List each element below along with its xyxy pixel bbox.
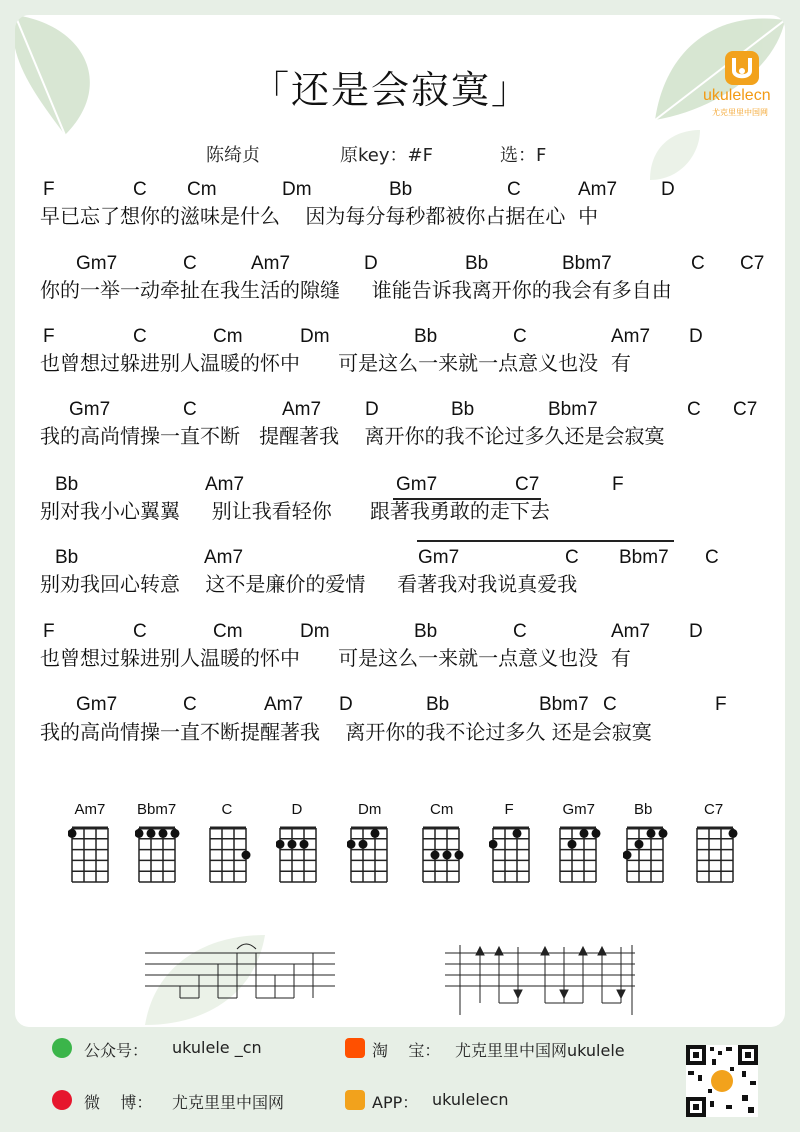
chord-label: D [661, 179, 675, 200]
chord-label: Dm [300, 621, 330, 642]
wechat-icon [52, 1038, 72, 1058]
chord-label: Bbm7 [619, 547, 669, 568]
logo-text: ukulelecn [703, 87, 771, 104]
chord-label: F [43, 621, 55, 642]
finger-dot [359, 840, 368, 849]
chord-label: Am7 [251, 253, 291, 274]
song-title: 「还是会寂寞」 [251, 68, 532, 112]
chord-label: C [691, 253, 705, 274]
chord-fretboard [347, 825, 393, 887]
chord-label: Cm [213, 326, 243, 347]
weibo-icon [52, 1090, 72, 1110]
chord-fretboard [206, 825, 252, 887]
chord-label: Gm7 [76, 694, 118, 715]
finger-dot [513, 829, 522, 838]
chord-label: Bb [55, 547, 79, 568]
chord-label: Cm [187, 179, 217, 200]
finger-dot [431, 851, 440, 860]
chord-label: F [715, 694, 727, 715]
chord-label: C [133, 326, 147, 347]
chord-label: C [565, 547, 579, 568]
chord-label: C [183, 399, 197, 420]
chord-label: Gm7 [69, 399, 111, 420]
finger-dot [159, 829, 168, 838]
chord-fretboard [419, 825, 465, 887]
finger-dot [580, 829, 589, 838]
app-name[interactable]: ukulelecn [432, 1090, 509, 1109]
chord-label: Gm7 [418, 547, 460, 568]
logo-subtext: 尤克里里中国网 [712, 108, 768, 117]
app-label: APP： [372, 1093, 419, 1112]
chord-label: C [507, 179, 521, 200]
chord-label: C7 [515, 474, 540, 495]
finger-dot [659, 829, 668, 838]
chord-label: Am7 [205, 474, 245, 495]
leaf-decoration-mid [645, 125, 705, 185]
leaf-decoration-top-right [625, 15, 785, 140]
chord-diagram-name: Cm [430, 801, 454, 818]
chord-fretboard [68, 825, 114, 887]
finger-dot [568, 840, 577, 849]
taobao-icon [345, 1038, 365, 1058]
chord-label: Am7 [264, 694, 304, 715]
lyric-line: 也曾想过躲进别人温暖的怀中 可是这么一来就一点意义也没 有 [40, 646, 631, 670]
footer [0, 1030, 800, 1132]
leaf-decoration-top-left [15, 15, 125, 145]
chord-label: Bb [414, 621, 438, 642]
chord-label: Am7 [204, 547, 244, 568]
chord-label: D [689, 326, 703, 347]
artist-name: 陈绮贞 [206, 145, 260, 166]
chord-label: Am7 [611, 621, 651, 642]
weibo-account[interactable]: 尤克里里中国网 [172, 1093, 285, 1112]
finger-dot [347, 840, 356, 849]
finger-dot [68, 829, 77, 838]
selected-key: 选：F [500, 145, 547, 166]
chord-label: Bb [389, 179, 413, 200]
song-sheet [15, 15, 785, 1027]
chord-diagram-name: Gm7 [562, 801, 596, 818]
finger-dot [623, 851, 632, 860]
chord-diagram-name: Bbm7 [137, 801, 177, 818]
chord-fretboard [693, 825, 739, 887]
finger-dot [135, 829, 144, 838]
chord-diagram-name: F [504, 801, 514, 818]
finger-dot [276, 840, 285, 849]
finger-dot [147, 829, 156, 838]
finger-dot [242, 851, 251, 860]
finger-dot [489, 840, 498, 849]
chord-diagram-name: Bb [634, 801, 653, 818]
chord-label: Bbm7 [539, 694, 589, 715]
lyric-line: 也曾想过躲进别人温暖的怀中 可是这么一来就一点意义也没 有 [40, 351, 631, 375]
lyric-line: 我的高尚情操一直不断 提醒著我 离开你的我不论过多久还是会寂寞 [40, 424, 665, 448]
chord-label: Bb [426, 694, 450, 715]
lyric-line: 我的高尚情操一直不断提醒著我 离开你的我不论过多久 还是会寂寞 [40, 720, 652, 744]
chord-label: C [705, 547, 719, 568]
chord-fretboard [135, 825, 181, 887]
chord-label: Cm [213, 621, 243, 642]
chord-label: Dm [282, 179, 312, 200]
finger-dot [171, 829, 180, 838]
fingerpicking-pattern [145, 935, 345, 1015]
finger-dot [455, 851, 464, 860]
chord-label: C [183, 253, 197, 274]
chord-diagram-name: C7 [704, 801, 724, 818]
ukulele-logo-icon [725, 51, 759, 85]
chord-label: Dm [300, 326, 330, 347]
chord-diagram-name: Dm [358, 801, 382, 818]
chord-label: C [133, 179, 147, 200]
chord-label: C [513, 326, 527, 347]
chord-label: C [133, 621, 147, 642]
chord-label: D [689, 621, 703, 642]
finger-dot [443, 851, 452, 860]
chord-label: Gm7 [396, 474, 438, 495]
finger-dot [592, 829, 601, 838]
lyric-line: 你的一举一动牵扯在我生活的隙缝 谁能告诉我离开你的我会有多自由 [40, 278, 672, 302]
chord-label: Am7 [611, 326, 651, 347]
weibo-label: 微 博： [84, 1093, 153, 1112]
chord-label: D [365, 399, 379, 420]
finger-dot [729, 829, 738, 838]
app-icon [345, 1090, 365, 1110]
chord-label: F [612, 474, 624, 495]
chord-fretboard [489, 825, 535, 887]
wechat-account[interactable]: ukulele _cn [172, 1038, 262, 1057]
chord-label: F [43, 179, 55, 200]
chord-label: C [603, 694, 617, 715]
taobao-label: 淘 宝： [372, 1041, 441, 1060]
chord-underline [393, 498, 541, 500]
chord-fretboard [623, 825, 669, 887]
chord-label: Bb [414, 326, 438, 347]
chord-diagram-name: D [291, 801, 303, 818]
lyric-line: 别劝我回心转意 这不是廉价的爱情 看著我对我说真爱我 [40, 572, 578, 596]
chord-diagram-name: Am7 [74, 801, 106, 818]
chord-label: C7 [733, 399, 758, 420]
chord-label: Bb [451, 399, 475, 420]
wechat-label: 公众号： [84, 1041, 149, 1060]
chord-label: C [183, 694, 197, 715]
finger-dot [288, 840, 297, 849]
chord-label: D [339, 694, 353, 715]
finger-dot [647, 829, 656, 838]
chord-label: Am7 [282, 399, 322, 420]
chord-label: F [43, 326, 55, 347]
taobao-store[interactable]: 尤克里里中国网ukulele [455, 1041, 625, 1060]
original-key: 原key：#F [340, 145, 433, 166]
chord-diagram-name: C [221, 801, 233, 818]
lyric-line: 别对我小心翼翼 别让我看轻你 跟著我勇敢的走下去 [40, 499, 550, 523]
finger-dot [635, 840, 644, 849]
chord-label: Bbm7 [548, 399, 598, 420]
chord-label: Gm7 [76, 253, 118, 274]
chord-label: Am7 [578, 179, 618, 200]
chord-label: C7 [740, 253, 765, 274]
finger-dot [371, 829, 380, 838]
chord-underline [417, 540, 674, 542]
chord-label: Bb [55, 474, 79, 495]
qr-code[interactable] [686, 1045, 758, 1117]
chord-label: Bb [465, 253, 489, 274]
strumming-pattern [445, 935, 645, 1015]
finger-dot [300, 840, 309, 849]
chord-fretboard [276, 825, 322, 887]
chord-label: D [364, 253, 378, 274]
chord-label: C [513, 621, 527, 642]
chord-fretboard [556, 825, 602, 887]
chord-label: Bbm7 [562, 253, 612, 274]
chord-label: C [687, 399, 701, 420]
lyric-line: 早已忘了想你的滋味是什么 因为每分每秒都被你占据在心 中 [40, 204, 599, 228]
